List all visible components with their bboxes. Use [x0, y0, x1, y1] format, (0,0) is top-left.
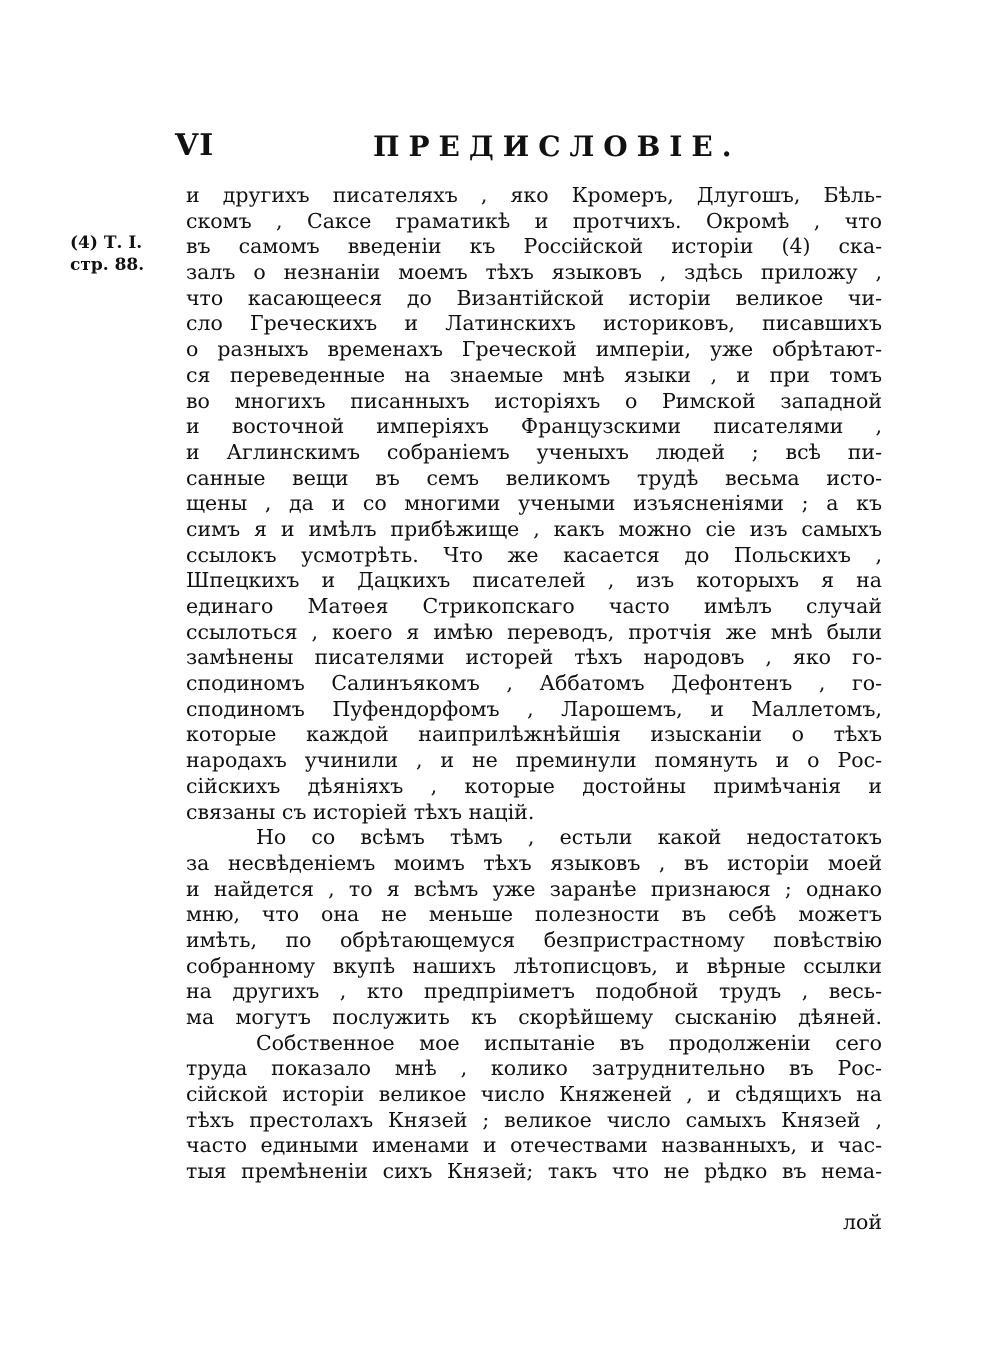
text-line: часто едиными именами и отечествами названныхъ, и час- [186, 1133, 882, 1158]
text-line: замѣнены писателями исторей тѣхъ народовъ , яко го- [186, 645, 882, 670]
text-line: и найдется , то я всѣмъ уже заранѣе признаюся ; однако [186, 876, 882, 901]
paragraph-first-line: Собственное мое испытаніе въ продолженіи сего [256, 1030, 882, 1055]
text-line: ссылоться , коего я имѣю переводъ, протчія же мнѣ были [186, 619, 882, 644]
text-line: ся переведенные на знаемые мнѣ языки , и при томъ [186, 362, 882, 387]
text-line: и восточной имперіяхъ Французскими писателями , [186, 414, 882, 439]
text-line: сподиномъ Салинъякомъ , Аббатомъ Дефонтенъ , го- [186, 671, 882, 696]
text-line: мню, что она не меньше полезности въ себѣ можетъ [186, 902, 882, 927]
margin-footnote-line: (4) Т. I. [70, 233, 143, 253]
text-line: скомъ , Саксе граматикѣ и протчихъ. Окромѣ , что [186, 208, 882, 233]
text-line: собранному вкупѣ нашихъ лѣтописцовъ, и вѣрные ссылки [186, 953, 882, 978]
page-header [175, 128, 741, 168]
text-line: симъ я и имѣлъ прибѣжище , какъ можно сіе изъ самыхъ [186, 516, 882, 541]
text-line: сійской исторіи великое число Княженей , и сѣдящихъ на [186, 1082, 882, 1107]
text-line: о разныхъ временахъ Греческой имперіи, уже обрѣтают- [186, 337, 882, 362]
text-line: сло Греческихъ и Латинскихъ историковъ, писавшихъ [186, 311, 882, 336]
text-line: санные вещи въ семъ великомъ трудѣ весьма исто- [186, 465, 882, 490]
text-line: ма могутъ послужить къ скорѣйшему сысканію дѣяней. [186, 1005, 882, 1029]
text-line: сійскихъ дѣяніяхъ , которые достойны примѣчанія и [186, 773, 882, 798]
text-line: на другихъ , кто предпріиметъ подобной трудъ , весь- [186, 979, 882, 1004]
margin-footnote [70, 232, 170, 276]
text-line: залъ о незнаніи моемъ тѣхъ языковъ , здѣсь приложу , [186, 260, 882, 285]
paragraph-first-line: Но со всѣмъ тѣмъ , естьли какой недостатокъ [256, 825, 882, 850]
text-line: тыя премѣненіи сихъ Князей; такъ что не рѣдко въ нема- [186, 1159, 882, 1184]
text-line: труда показало мнѣ , колико затруднительно въ Рос- [186, 1056, 882, 1081]
page-number: VI [175, 128, 215, 163]
text-line: ссылокъ усмотрѣть. Что же касается до Польскихъ , [186, 542, 882, 567]
text-line: которые каждой наиприлѣжнѣйшія изысканіи о тѣхъ [186, 722, 882, 747]
text-line: и другихъ писателяхъ , яко Кромеръ, Длугошъ, Бѣль- [186, 183, 882, 207]
text-line: тѣхъ престолахъ Князей ; великое число самыхъ Князей , [186, 1107, 882, 1132]
text-line: во многихъ писанныхъ исторіяхъ о Римской западной [186, 388, 882, 413]
text-line: связаны съ исторіей тѣхъ націй. [186, 799, 535, 824]
margin-footnote-line: стр. 88. [70, 255, 145, 275]
text-line: Шпецкихъ и Дацкихъ писателей , изъ которыхъ я на [186, 568, 882, 593]
text-line: единаго Матѳея Стрикопскаго часто имѣлъ случай [186, 594, 882, 618]
text-line: народахъ учинили , и не преминули помянуть и о Рос- [186, 748, 882, 773]
text-line: сподиномъ Пуфендорфомъ , Ларошемъ, и Маллетомъ, [186, 696, 882, 721]
text-line: щены , да и со многими учеными изъясненіями ; а къ [186, 491, 882, 516]
text-line: что касающееся до Византійской исторіи великое чи- [186, 285, 882, 310]
text-line: имѣть, по обрѣтающемуся безпристрастному повѣствію [186, 927, 882, 952]
main-text [186, 183, 882, 1185]
running-head: ПРЕДИСЛОВІЕ. [373, 130, 741, 163]
text-line: въ самомъ введеніи къ Россійской исторіи (4) ска- [186, 234, 882, 259]
text-line: и Аглинскимъ собраніемъ ученыхъ людей ; всѣ пи- [186, 439, 882, 464]
text-line: за несвѣденіемъ моимъ тѣхъ языковъ , въ исторіи моей [186, 850, 882, 875]
catchword: лой [842, 1210, 882, 1234]
